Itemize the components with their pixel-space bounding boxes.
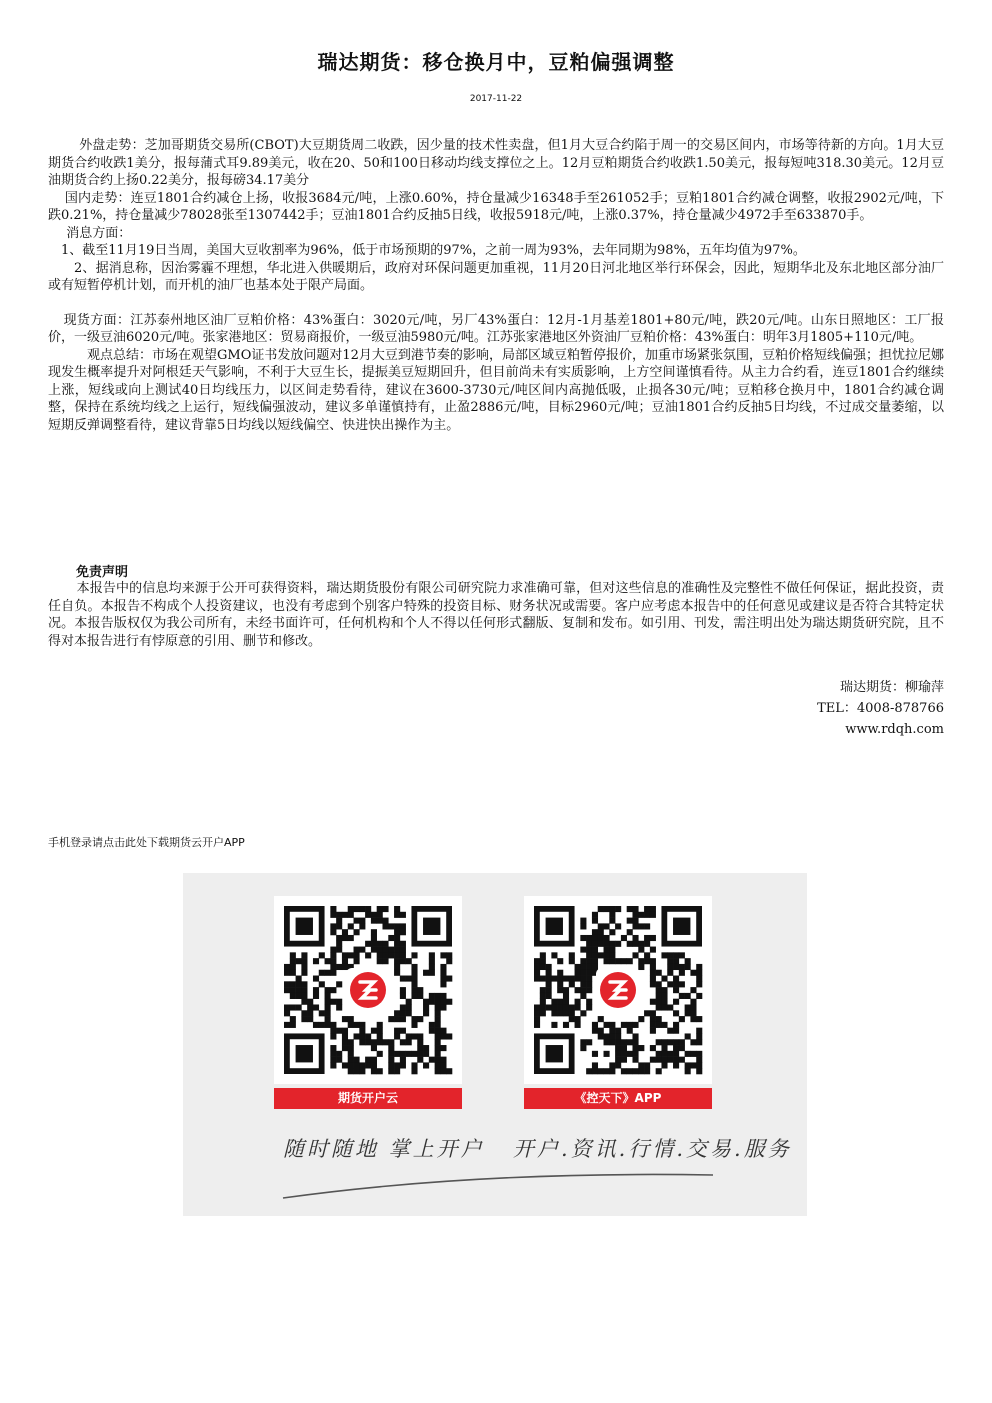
news-heading: 消息方面： (66, 225, 132, 241)
report-date: 2017-11-22 (469, 94, 523, 104)
qr-code-icon[interactable] (524, 896, 712, 1084)
ruida-logo-icon (346, 968, 390, 1012)
news-item-1: 1、截至11月19日当周，美国大豆收割率为96%，低于市场预期的97%，之前一周为93%，去年同期为98%，五年均值为97%。 (61, 243, 806, 258)
domestic-market-paragraph: 国内走势：连豆1801合约减仓上扬，收报3684元/吨，上涨0.60%，持仓量减少16348手至261052手；豆粕1801合约减仓调整，收报2902元/吨，下跌0.21%，持仓量减少78028张至1307442手；豆油1801合约反抽5日线，收报5918元/吨，上涨0.37%，持仓量减少4972手至633870手。 (48, 190, 944, 223)
page-title: 瑞达期货：移仓换月中，豆粕偏强调整 (317, 50, 675, 74)
disclaimer-text: 本报告中的信息均来源于公开可获得资料，瑞达期货股份有限公司研究院力求准确可靠，但对这些信息的准确性及完整性不做任何保证，据此投资，责任自负。本报告不构成个人投资建议，也没有考虑到个别客户特殊的投资目标、财务状况或需要。客户应考虑本报告中的任何意见或建议是否符合其特定状况。本报告版权仅为我公司所有，未经书面许可，任何机构和个人不得以任何形式翻版、复制和发布。如引用、刊发，需注明出处为瑞达期货研究院，且不得对本报告进行有悖原意的引用、删节和修改。 (48, 581, 944, 649)
overseas-market-paragraph: 外盘走势：芝加哥期货交易所(CBOT)大豆期货周二收跌，因少量的技术性卖盘，但1月大豆合约陷于周一的交易区间内，市场等待新的方向。1月大豆期货合约收跌1美分，报每蒲式耳9.89美元，收在20、50和100日移动均线支撑位之上。12月豆粕期货合约收跌1.50美元，报每短吨318.30美元。12月豆油期货合约上扬0.22美分，报每磅34.17美分 (48, 138, 944, 188)
ruida-logo-icon (596, 968, 640, 1012)
app-download-link[interactable]: 手机登录请点击此处下载期货云开户APP (48, 836, 245, 849)
signature-block (817, 677, 944, 740)
qr-code-icon[interactable] (274, 896, 462, 1084)
slogan-right: 开户.资讯.行情.交易.服务 (513, 1137, 792, 1161)
website-link[interactable]: www.rdqh.com (845, 722, 944, 737)
slogan-left: 随时随地 掌上开户 (283, 1137, 485, 1161)
app-promo-banner[interactable] (183, 873, 807, 1216)
author: 瑞达期货：柳瑜萍 (839, 680, 944, 695)
qr-right-label: 《控天下》APP (524, 1088, 712, 1109)
spot-market-paragraph: 现货方面：江苏泰州地区油厂豆粕价格：43%蛋白：3020元/吨，另厂43%蛋白：12月-1月基差1801+80元/吨，跌20元/吨。山东日照地区：工厂报价，一级豆油6020元/吨。张家港地区：贸易商报价，一级豆油5980元/吨。江苏张家港地区外资油厂豆粕价格：43%蛋白：明年3月1805+110元/吨。 (48, 312, 944, 345)
summary-paragraph: 观点总结：市场在观望GMO证书发放问题对12月大豆到港节奏的影响，局部区域豆粕暂停报价，加重市场紧张氛围，豆粕价格短线偏强；担忧拉尼娜现发生概率提升对阿根廷天气影响，不利于大豆生长，提振美豆短期回升，但目前尚未有实质影响，上方空间谨慎看待。从主力合约看，连豆1801合约继续上涨，短线或向上测试40日均线压力，以区间走势看待，建议在3600-3730元/吨区间内高抛低吸，止损各30元/吨；豆粕移仓换月中，1801合约减仓调整，保持在系统均线之上运行，短线偏强波动，建议多单谨慎持有，止盈2886元/吨，目标2960元/吨；豆油1801合约反抽5日均线，不过成交量萎缩，以短期反弹调整看待，建议背靠5日均线以短线偏空、快进快出操作为主。 (48, 347, 944, 433)
disclaimer-heading: 免责声明 (76, 565, 129, 580)
qr-left-label: 期货开户云 (274, 1088, 462, 1109)
news-item-2: 2、据消息称，因治雾霾不理想，华北进入供暖期后，政府对环保问题更加重视，11月20日河北地区举行环保会，因此，短期华北及东北地区部分油厂或有短暂停机计划，而开机的油厂也基本处于限产局面。 (48, 260, 944, 293)
telephone: TEL：4008-878766 (817, 701, 944, 716)
report-body (48, 137, 944, 434)
swoosh-decoration (278, 1163, 718, 1203)
